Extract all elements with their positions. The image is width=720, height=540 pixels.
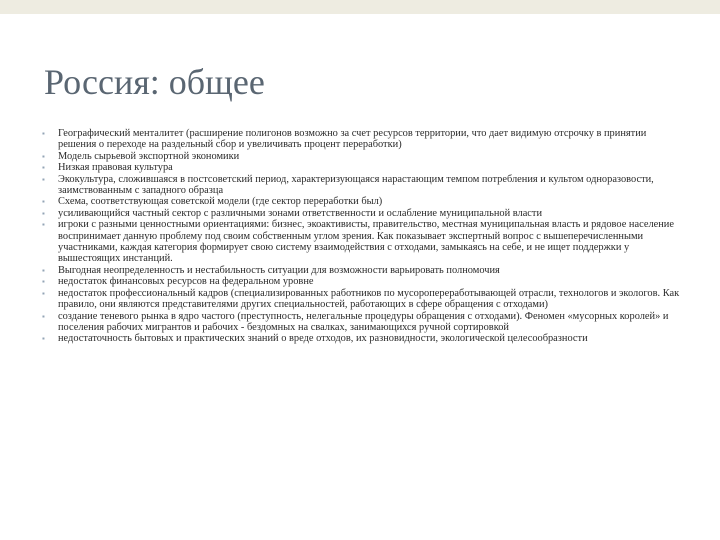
- bullet-icon: ▪: [42, 277, 45, 287]
- bullet-text: Низкая правовая культура: [58, 162, 173, 174]
- bullet-icon: ▪: [42, 163, 45, 173]
- bullet-icon: ▪: [42, 265, 45, 275]
- bullet-item: [42, 174, 682, 197]
- bullet-text: недостаток профессиональный кадров (специализированных работников по мусоропереработывающей отрасли, технологов и экологов. Как правило, они являются представителями других специальностей, работающих в сфере обращения с отходами): [58, 287, 680, 311]
- bullet-text: создание теневого рынка в ядро частого (преступность, нелегальные процедуры обращения с отходами). Феномен «мусорных королей» и поселения рабочих мигрантов и рабочих - бездомных на свалках, занимающихся ручной сортировкой: [58, 310, 669, 333]
- bullet-text: игроки с разными ценностными ориентациями: бизнес, экоактивисты, правительство, местная муниципальная власть и рядовое население воспринимает данную проблему под своим собственным углом зрения. Как показывает экспертный вопрос с вышеперечисленными участниками, каждая категория формирует свою систему взаимодействия с отходами, замыкаясь на себе, и не ищет поддержки у вышестоящих инстанций.: [58, 219, 674, 265]
- top-band: [0, 0, 720, 14]
- bullet-item: [42, 128, 682, 151]
- bullet-text: Географический менталитет (расширение полигонов возможно за счет ресурсов территории, что дает видимую отсрочку в принятии решения о переходе на раздельный сбор и увеличивать процент переработки): [58, 128, 647, 151]
- bullet-icon: ▪: [42, 129, 45, 138]
- bullet-text: Экокультура, сложившаяся в постсоветский период, характеризующаяся нарастающим темпом потребления и культом одноразовости, заимствованным с западного образца: [58, 173, 654, 197]
- bullet-text: усиливающийся частный сектор с различными зонами ответственности и ослабление муниципальной власти: [58, 207, 543, 219]
- bullet-item: [42, 219, 682, 265]
- bullet-item: [42, 288, 682, 311]
- bullet-item: [42, 333, 682, 344]
- bullet-text: Схема, соответствующая советской модели (где сектор переработки был): [58, 196, 383, 208]
- bullet-text: недостаточность бытовых и практических знаний о вреде отходов, их разновидности, экологической целесообразности: [58, 333, 588, 345]
- bullet-item: [42, 162, 682, 173]
- bullet-text: Выгодная неопределенность и нестабильность ситуации для возможности варьировать полномочия: [58, 264, 500, 276]
- bullet-icon: ▪: [42, 197, 45, 207]
- bullet-item: [42, 311, 682, 334]
- bullet-text: Модель сырьевой экспортной экономики: [58, 150, 240, 162]
- bullet-icon: ▪: [42, 311, 45, 321]
- bullet-icon: ▪: [42, 220, 45, 230]
- slide-title: Россия: общее: [44, 62, 265, 102]
- bullet-icon: ▪: [42, 174, 45, 184]
- bullet-icon: ▪: [42, 334, 45, 344]
- bullet-list: [42, 128, 682, 345]
- bullet-icon: ▪: [42, 208, 45, 218]
- bullet-item: [42, 151, 682, 162]
- bullet-item: [42, 276, 682, 287]
- bullet-icon: ▪: [42, 288, 45, 298]
- bullet-text: недостаток финансовых ресурсов на федеральном уровне: [58, 276, 314, 288]
- bullet-item: [42, 265, 682, 276]
- bullet-item: [42, 208, 682, 219]
- bullet-icon: ▪: [42, 151, 45, 161]
- bullet-item: [42, 196, 682, 207]
